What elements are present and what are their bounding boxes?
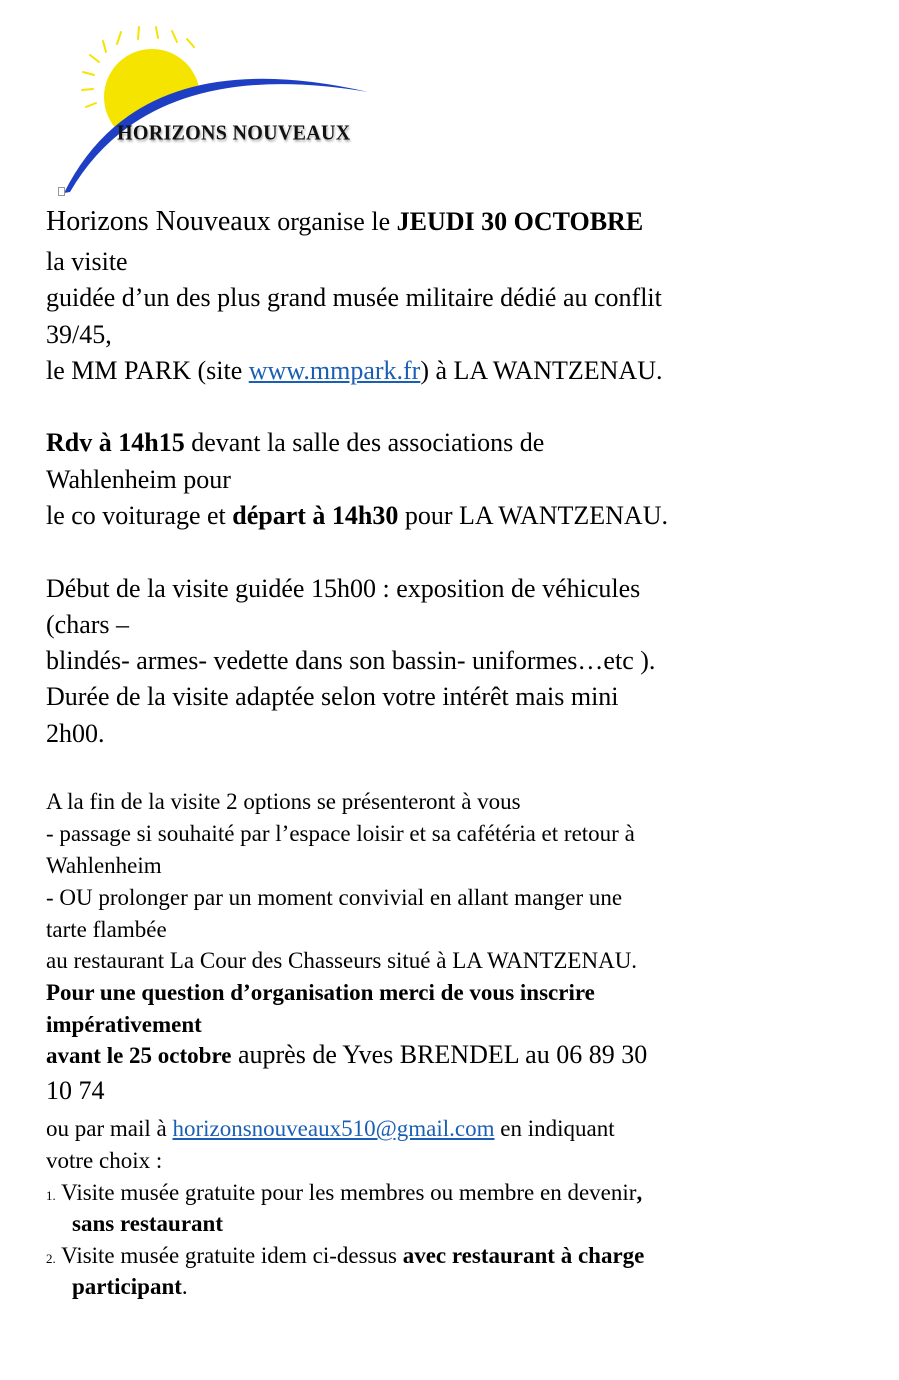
p4-line6: au restaurant La Cour des Chasseurs situé à LA WANTZENAU.: [46, 948, 638, 973]
p4-line8: 10 74: [46, 1076, 105, 1105]
option-2-bold: participant: [72, 1274, 182, 1299]
logo-text: HORIZONS NOUVEAUX: [117, 121, 351, 145]
depart-time: départ à 14h30: [232, 501, 399, 530]
option-2-number: 2.: [46, 1251, 56, 1266]
p2-line1: Rdv à 14h15 devant la salle des associations de: [46, 428, 545, 457]
option-1: 1. Visite musée gratuite pour les membres ou membre en devenir,: [46, 1180, 643, 1205]
deadline: avant le 25 octobre: [46, 1043, 232, 1068]
p3-line5: 2h00.: [46, 719, 105, 748]
p4-line10: votre choix :: [46, 1148, 163, 1173]
p4-line5: tarte flambée: [46, 917, 167, 942]
p4-line3: Wahlenheim: [46, 853, 162, 878]
p1-line5: le MM PARK (site www.mmpark.fr) à LA WANTZENAU.: [46, 356, 663, 385]
p4-line7: avant le 25 octobre auprès de Yves BRENDEL au 06 89 30: [46, 1040, 648, 1069]
rdv-time: Rdv à 14h15: [46, 428, 185, 457]
org-name: Horizons Nouveaux: [46, 206, 271, 237]
p2-line3: le co voiturage et départ à 14h30 pour LA WANTZENAU.: [46, 501, 668, 530]
p1-line1: Horizons Nouveaux organise le JEUDI 30 OCTOBRE: [46, 206, 644, 237]
registration-notice: Pour une question d’organisation merci de vous inscrire: [46, 980, 595, 1005]
p4-line2: - passage si souhaité par l’espace loisir et sa cafétéria et retour à: [46, 821, 635, 846]
p3-line3: blindés- armes- vedette dans son bassin- uniformes…etc ).: [46, 646, 656, 675]
option-1-bold: sans restaurant: [72, 1211, 224, 1236]
option-2-line2: participant.: [72, 1274, 188, 1299]
p1-line3: guidée d’un des plus grand musée militaire dédié au conflit: [46, 283, 662, 312]
p3-line1: Début de la visite guidée 15h00 : exposition de véhicules: [46, 574, 641, 603]
mmpark-link[interactable]: www.mmpark.fr: [248, 356, 421, 385]
email-link[interactable]: horizonsnouveaux510@gmail.com: [172, 1116, 495, 1141]
option-2: 2. Visite musée gratuite idem ci-dessus avec restaurant à charge: [46, 1243, 645, 1268]
p3-line2: (chars –: [46, 610, 130, 639]
option-1-number: 1.: [46, 1188, 56, 1203]
p4-line9: ou par mail à horizonsnouveaux510@gmail.com en indiquant: [46, 1116, 615, 1141]
p1-line4: 39/45,: [46, 320, 112, 349]
p4-line1: A la fin de la visite 2 options se présenteront à vous: [46, 789, 521, 814]
p3-line4: Durée de la visite adaptée selon votre intérêt mais mini: [46, 682, 619, 711]
registration-notice-2: impérativement: [46, 1012, 202, 1037]
p2-line2: Wahlenheim pour: [46, 465, 231, 494]
logo: [0, 0, 400, 200]
p4-line4: - OU prolonger par un moment convivial en allant manger une: [46, 885, 623, 910]
image-placeholder: [58, 187, 65, 196]
event-date: JEUDI 30 OCTOBRE: [396, 207, 644, 236]
p1-line2: la visite: [46, 247, 128, 276]
